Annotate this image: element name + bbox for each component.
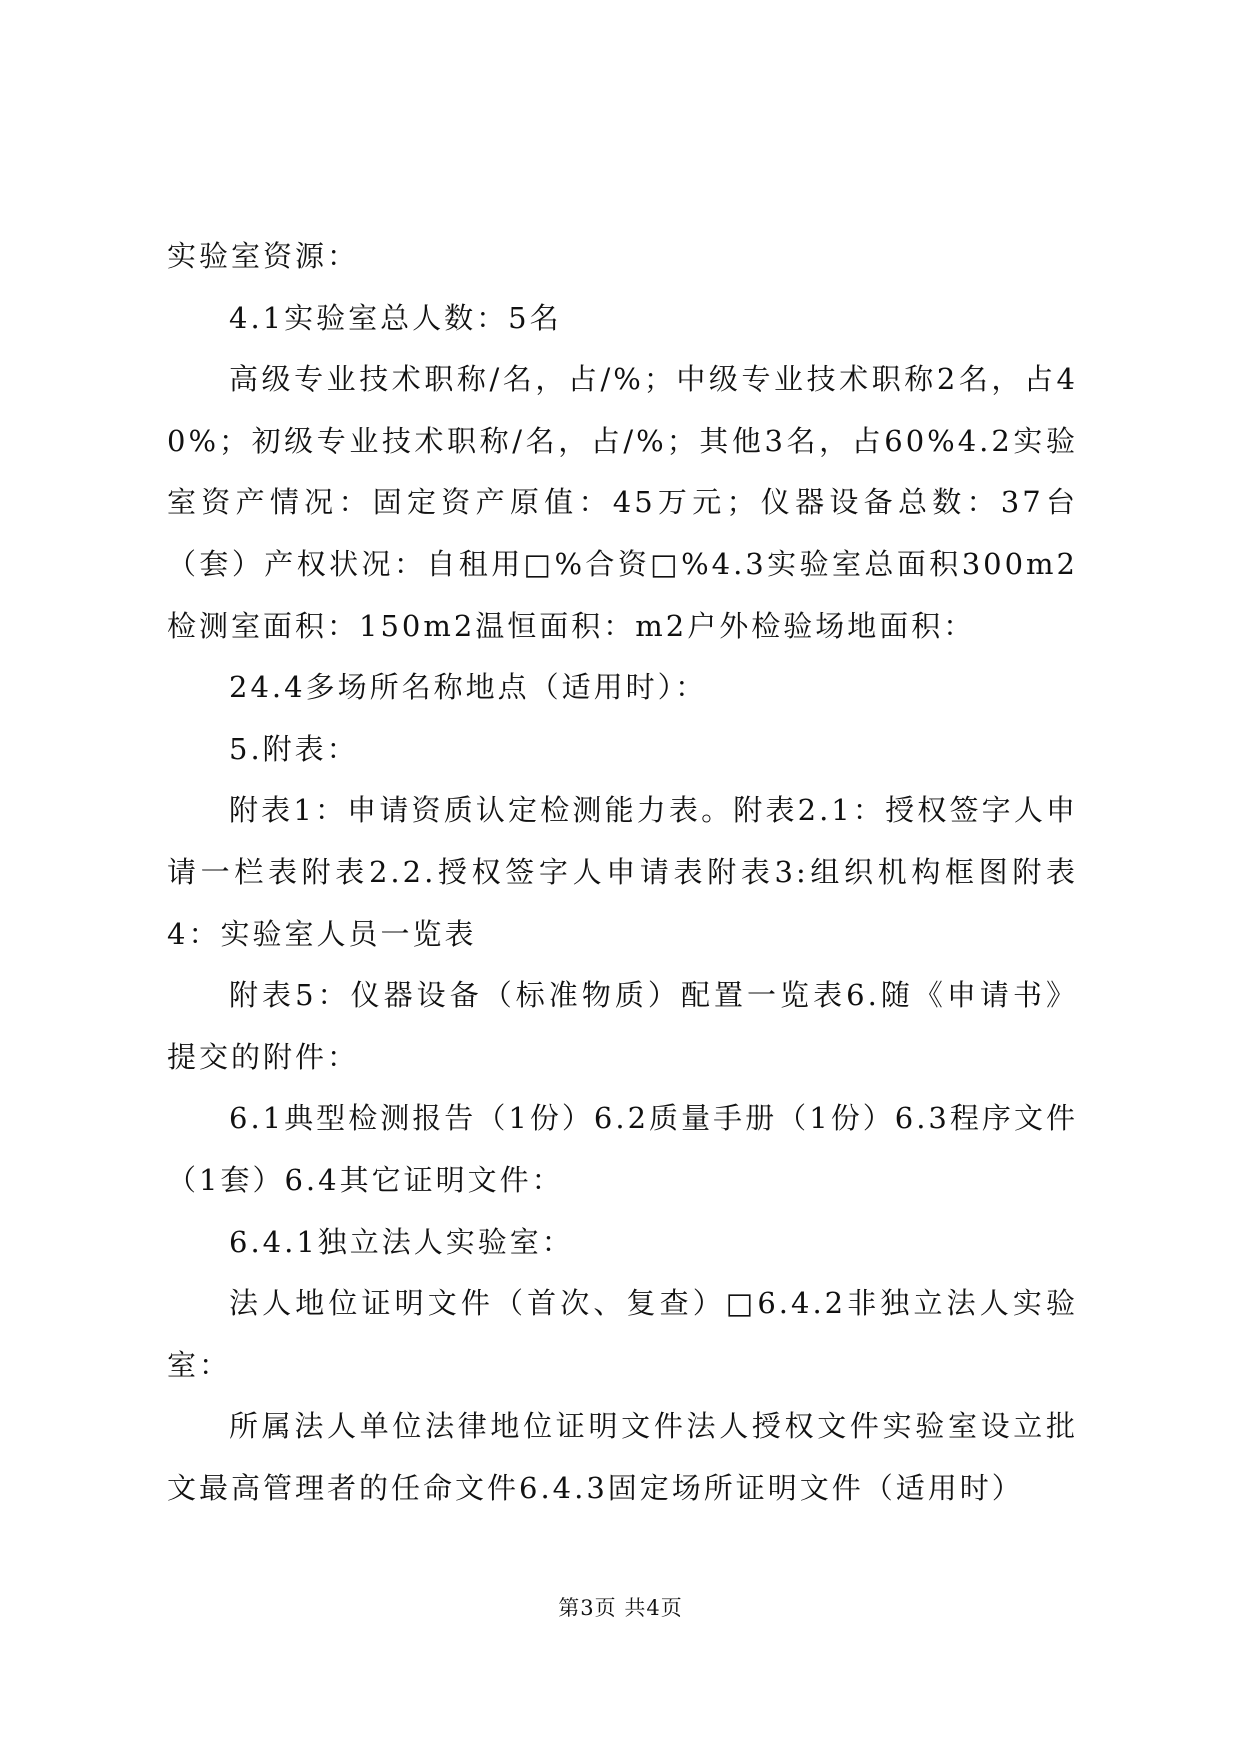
paragraph-affiliated-lab-docs: 所属法人单位法律地位证明文件法人授权文件实验室设立批文最高管理者的任命文件6.4.3固定场所证明文件（适用时） — [167, 1409, 1078, 1505]
paragraph-submitted-files: 6.1典型检测报告（1份）6.2质量手册（1份）6.3程序文件（1套）6.4其它证明文件： — [167, 1101, 1078, 1197]
paragraph-multi-site: 24.4多场所名称地点（适用时）： — [229, 670, 708, 705]
paragraph-independent-lab: 6.4.1独立法人实验室： — [229, 1224, 574, 1259]
document-body — [167, 226, 1078, 1519]
page-footer: 第3页 共4页 — [558, 1596, 683, 1620]
paragraph-staff-titles-assets: 高级专业技术职称/名，占/%；中级专业技术职称2名，占40%；初级专业技术职称/名，占/%；其他3名，占60%4.2实验室资产情况：固定资产原值：45万元；仪器设备总数：37台（套）产权状况：自租用□%合资□%4.3实验室总面积300m2检测室面积：150m2温恒面积：m2户外检验场地面积： — [167, 362, 1078, 643]
paragraph-legal-status: 法人地位证明文件（首次、复查）□6.4.2非独立法人实验室： — [167, 1286, 1078, 1382]
paragraph-lab-resources: 实验室资源： — [167, 239, 360, 273]
paragraph-attachment-list: 附表1：申请资质认定检测能力表。附表2.1：授权签字人申请一栏表附表2.2.授权签字人申请表附表3:组织机构框图附表4：实验室人员一览表 — [167, 793, 1078, 951]
paragraph-total-staff: 4.1实验室总人数：5名 — [229, 300, 562, 335]
paragraph-equipment-list: 附表5：仪器设备（标准物质）配置一览表6.随《申请书》提交的附件： — [167, 978, 1078, 1074]
paragraph-attachments-heading: 5.附表： — [229, 731, 359, 766]
